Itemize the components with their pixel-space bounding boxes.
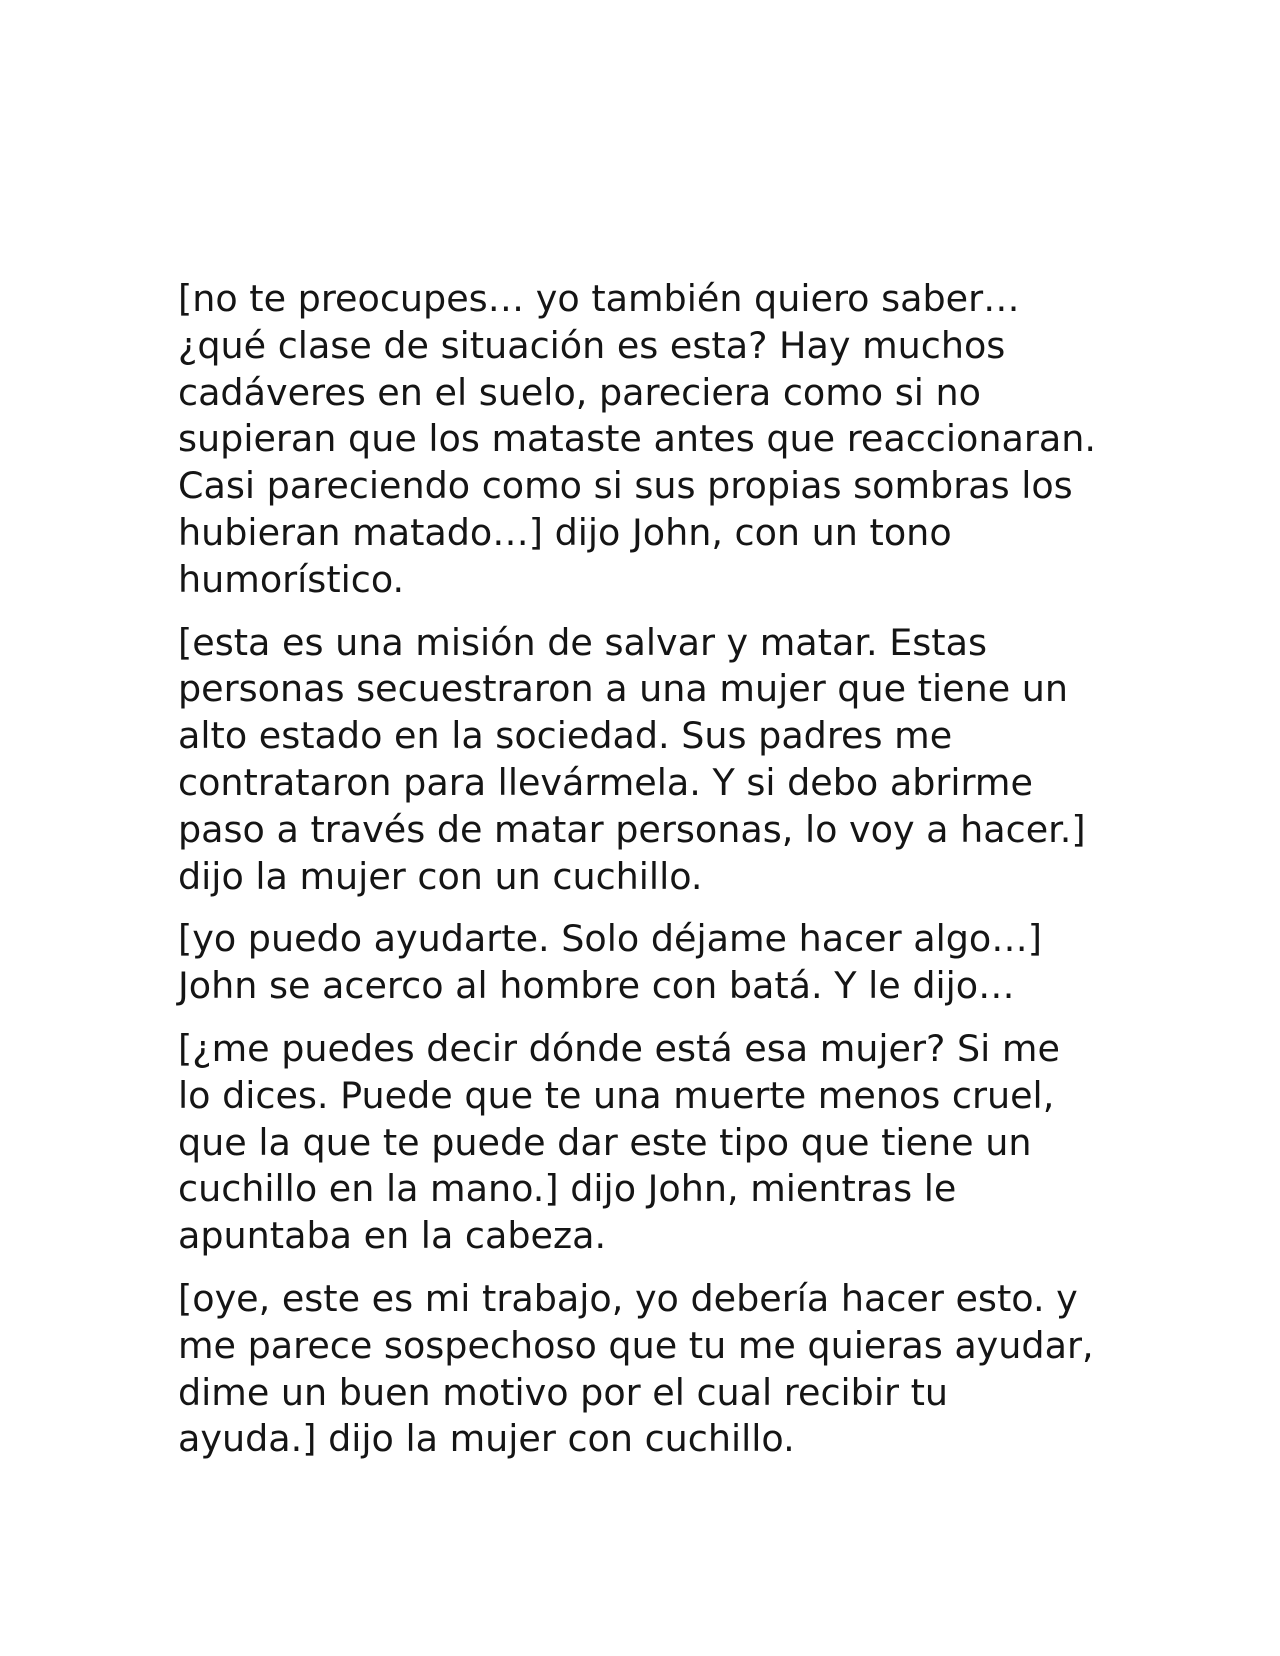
paragraph: [yo puedo ayudarte. Solo déjame hacer algo…] John se acerco al hombre con batá. Y le dijo…: [178, 917, 1042, 1008]
paragraph: [no te preocupes… yo también quiero saber… ¿qué clase de situación es esta? Hay muchos cadáveres en el suelo, pareciera como si no supieran que los mataste antes que reaccionaran. Casi pareciendo como si sus propias sombras los hubieran matado…] dijo John, con un tono humorístico.: [178, 277, 1096, 601]
paragraph: [¿me puedes decir dónde está esa mujer? Si me lo dices. Puede que te una muerte menos cruel, que la que te puede dar este tipo que tiene un cuchillo en la mano.] dijo John, mientras le apuntaba en la cabeza.: [178, 1026, 1060, 1258]
paragraph: [esta es una misión de salvar y matar. Estas personas secuestraron a una mujer que tiene un alto estado en la sociedad. Sus padres me contrataron para llevármela. Y si debo abrirme paso a través de matar personas, lo voy a hacer.] dijo la mujer con un cuchillo.: [178, 620, 1086, 898]
paragraph: [oye, este es mi trabajo, yo debería hacer esto. y me parece sospechoso que tu me quieras ayudar, dime un buen motivo por el cual recibir tu ayuda.] dijo la mujer con cuchillo.: [178, 1276, 1094, 1461]
document-body: [178, 276, 1098, 1479]
